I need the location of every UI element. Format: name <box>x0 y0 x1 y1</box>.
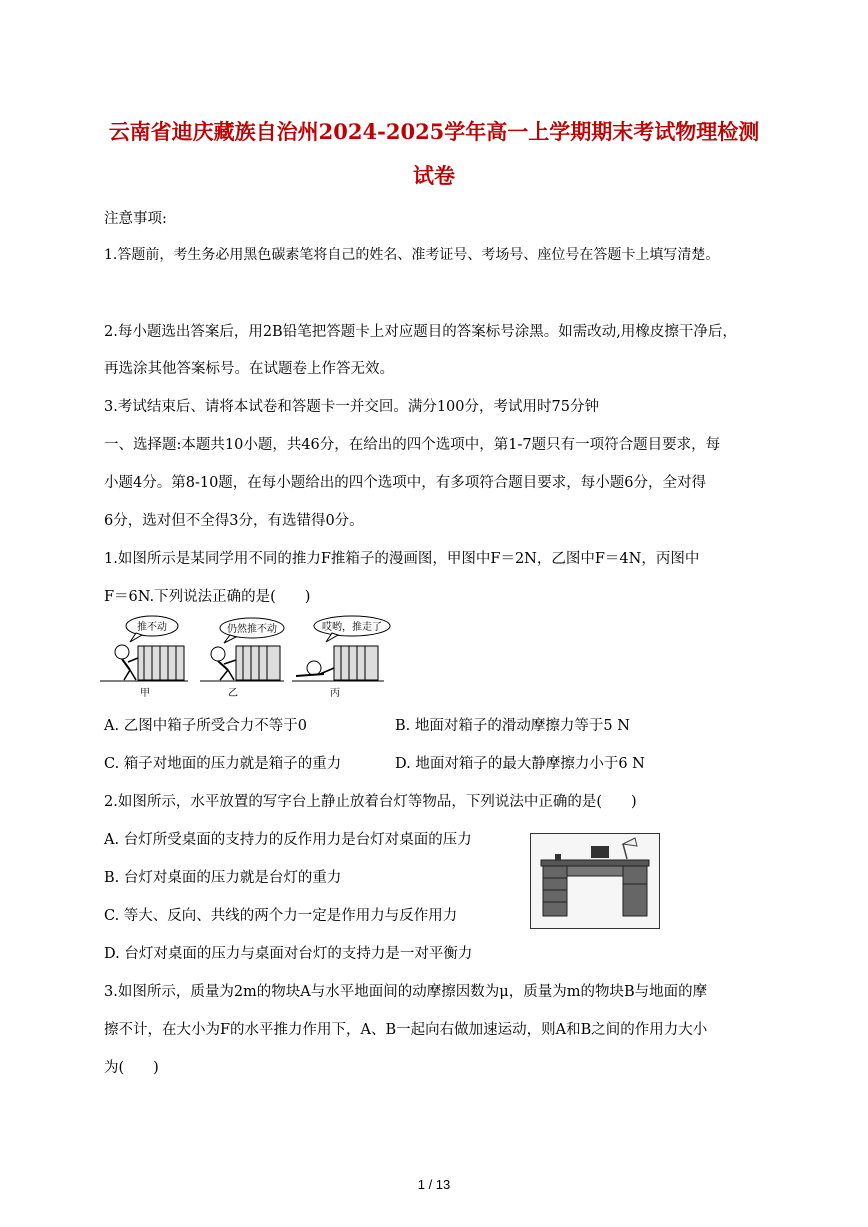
q1-stem-line2: F＝6N.下列说法正确的是( ) <box>104 589 311 605</box>
notes-item-3: 3.考试结束后、请将本试卷和答题卡一并交回。满分100分，考试用时75分钟 <box>104 399 599 415</box>
q3-stem-line3: 为( ) <box>104 1060 159 1076</box>
q2-option-d: D. 台灯对桌面的压力与桌面对台灯的支持力是一对平衡力 <box>104 946 473 962</box>
q2-option-b: B. 台灯对桌面的压力就是台灯的重力 <box>104 870 342 886</box>
document-title-line2: 试卷 <box>413 163 455 188</box>
document-title-line1: 云南省迪庆藏族自治州2024-2025学年高一上学期期末考试物理检测 <box>108 119 760 144</box>
caption-yi: 乙 <box>228 688 238 699</box>
notes-heading: 注意事项: <box>104 211 167 227</box>
section1-line3: 6分，选对但不全得3分，有选错得0分。 <box>104 513 364 529</box>
q1-option-c: C. 箱子对地面的压力就是箱子的重力 <box>104 756 342 772</box>
q2-option-c: C. 等大、反向、共线的两个力一定是作用力与反作用力 <box>104 908 458 924</box>
notes-item-2a: 2.每小题选出答案后，用2B铅笔把答题卡上对应题目的答案标号涂黑。如需改动,用橡皮擦干净后， <box>104 324 737 340</box>
q1-option-b: B. 地面对箱子的滑动摩擦力等于5 N <box>395 718 630 734</box>
cartoon-panel-bing <box>292 616 390 699</box>
q3-stem-line2: 擦不计，在大小为F的水平推力作用下，A、B一起向右做加速运动，则A和B之间的作用力大小 <box>104 1022 708 1038</box>
q1-option-d: D. 地面对箱子的最大静摩擦力小于6 N <box>395 756 645 772</box>
caption-jia: 甲 <box>140 688 150 699</box>
q1-stem-line1: 1.如图所示是某同学用不同的推力F推箱子的漫画图，甲图中F＝2N，乙图中F＝4N，丙图中 <box>104 551 700 567</box>
notes-item-1: 1.答题前，考生务必用黑色碳素笔将自己的姓名、准考证号、考场号、座位号在答题卡上填写清楚。 <box>104 247 720 263</box>
cartoon-panel-jia <box>100 616 188 699</box>
q1-option-a: A. 乙图中箱子所受合力不等于0 <box>104 718 307 734</box>
q1-cartoon-figure <box>100 612 400 702</box>
cartoon-panel-yi <box>200 618 284 699</box>
bubble-jia: 推不动 <box>137 622 167 633</box>
section1-line2: 小题4分。第8-10题，在每小题给出的四个选项中，有多项符合题目要求，每小题6分，全对得 <box>104 475 707 491</box>
q3-stem-line1: 3.如图所示，质量为2m的物块A与水平地面间的动摩擦因数为μ，质量为m的物块B与地面的摩 <box>104 984 708 1000</box>
q2-option-a: A. 台灯所受桌面的支持力的反作用力是台灯对桌面的压力 <box>104 832 472 848</box>
notes-item-2b: 再选涂其他答案标号。在试题卷上作答无效。 <box>104 361 394 377</box>
page-number: 1 / 13 <box>417 1177 451 1192</box>
q2-stem: 2.如图所示，水平放置的写字台上静止放着台灯等物品，下列说法中正确的是( ) <box>104 794 637 810</box>
bubble-bing: 哎哟，推走了 <box>322 622 382 633</box>
bubble-yi: 仍然推不动 <box>227 624 277 635</box>
caption-bing: 丙 <box>330 688 340 699</box>
section1-line1: 一、选择题:本题共10小题，共46分，在给出的四个选项中，第1-7题只有一项符合题目要求，每 <box>104 437 721 453</box>
q2-desk-figure <box>530 833 660 929</box>
